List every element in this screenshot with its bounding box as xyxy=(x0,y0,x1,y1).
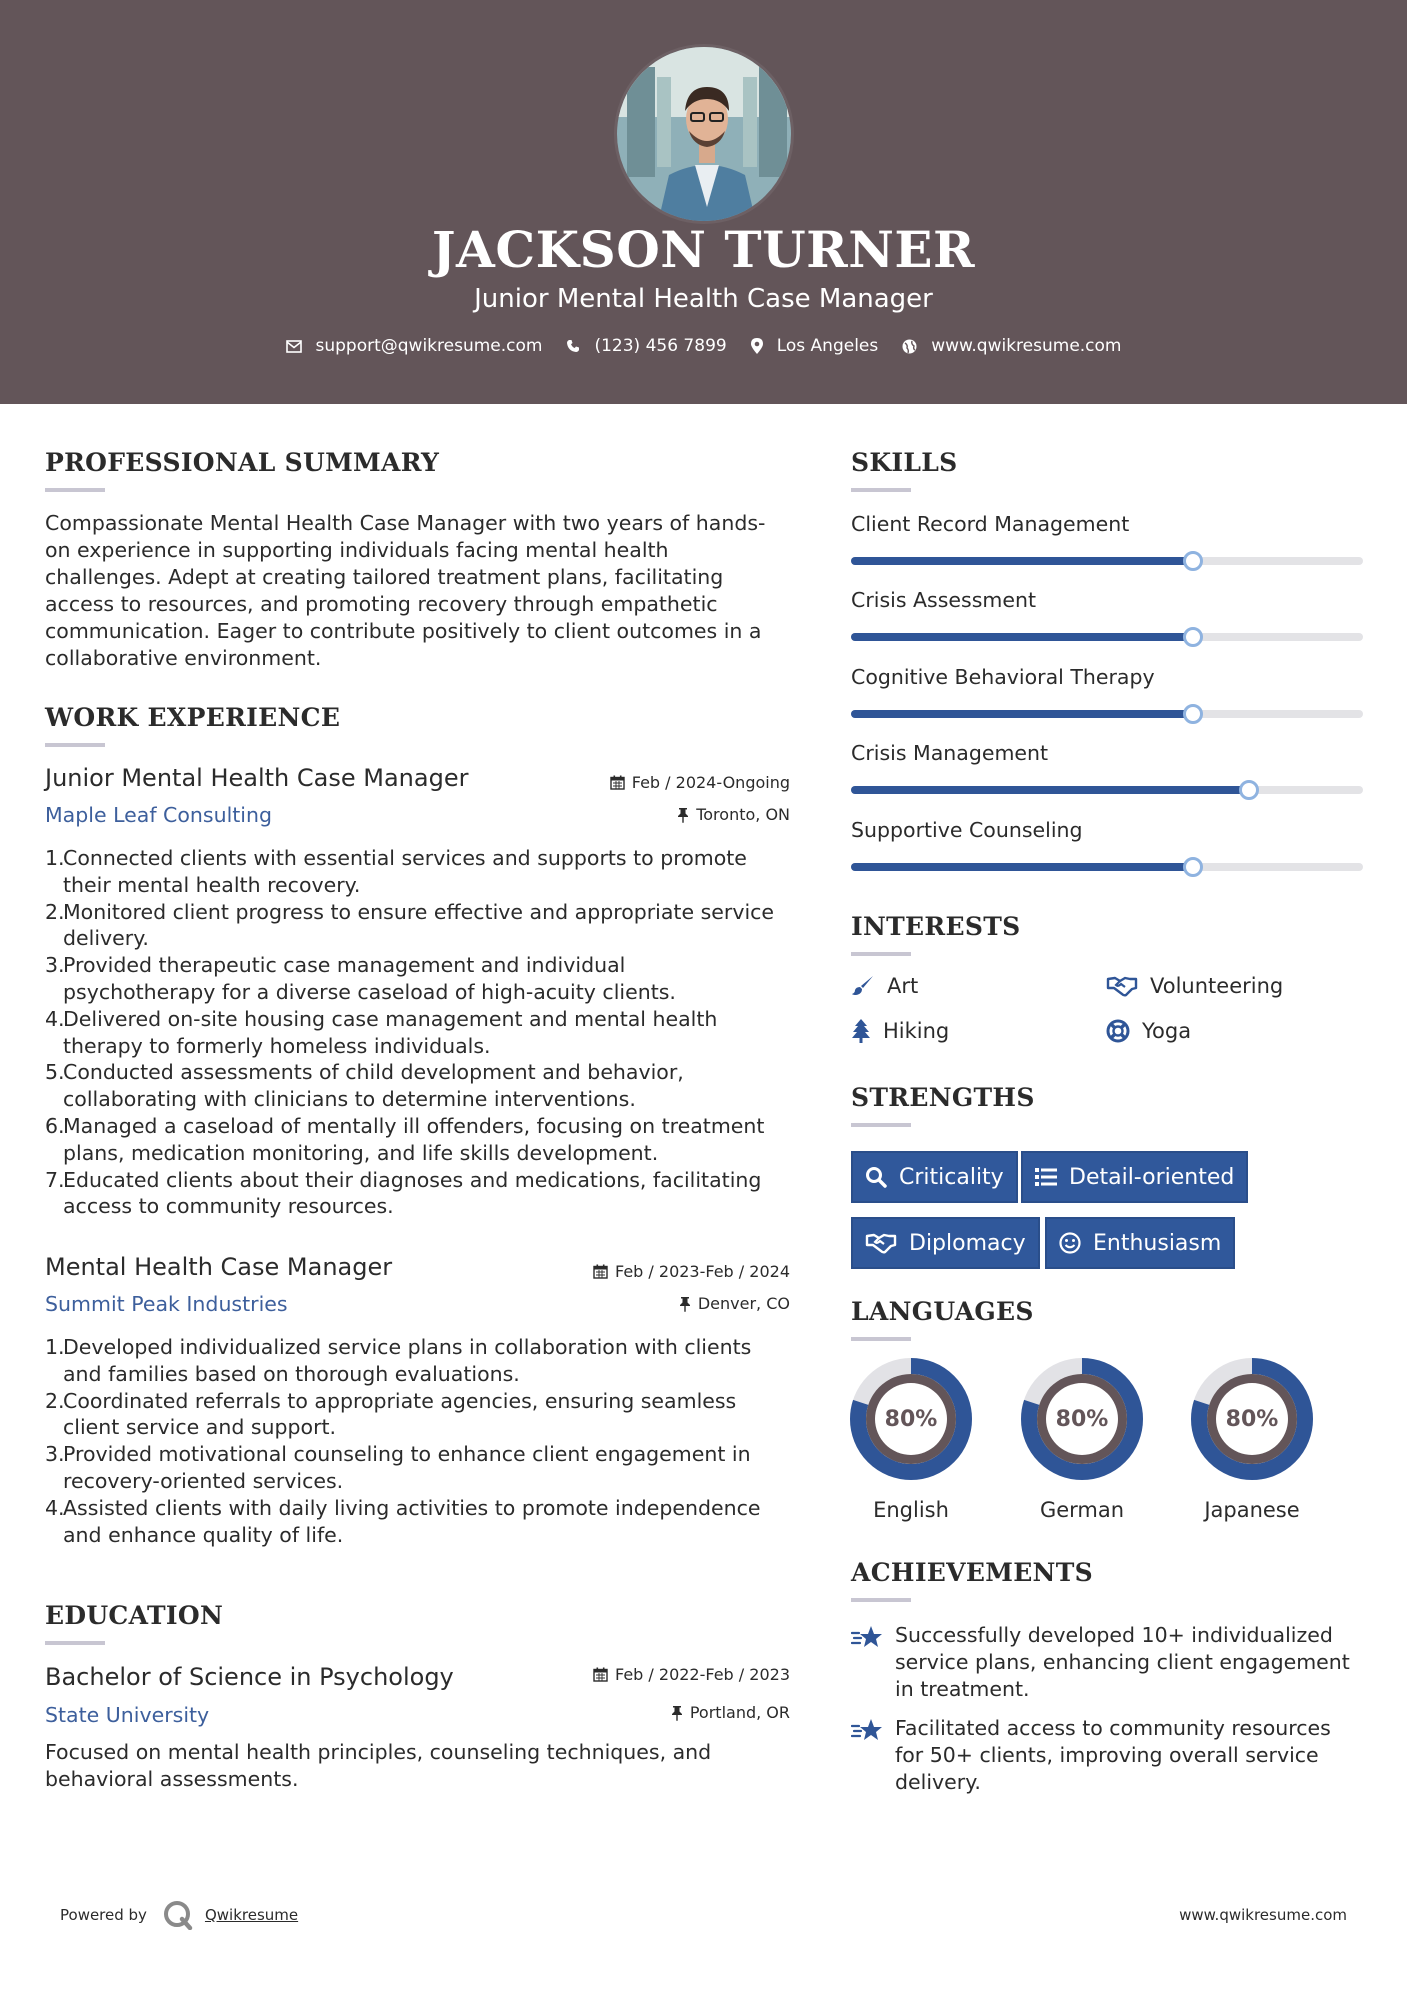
skill-bar-handle xyxy=(1183,857,1203,877)
languages-heading-underline xyxy=(851,1337,911,1341)
skill-bar-fill xyxy=(851,786,1249,794)
phone-icon xyxy=(566,339,580,353)
company-name: Maple Leaf Consulting xyxy=(45,803,273,827)
paintbrush-icon xyxy=(851,974,875,998)
education-location-text: Portland, OR xyxy=(689,1703,790,1722)
phone-text: (123) 456 7899 xyxy=(594,336,727,356)
website-text: www.qwikresume.com xyxy=(931,336,1122,356)
summary-line: communication. Eager to contribute positively to client outcomes in a xyxy=(45,619,762,643)
contact-email[interactable] xyxy=(286,336,543,356)
list-item: 4. Assisted clients with daily living activities to promote independence and enhance quality of life. xyxy=(45,1495,761,1547)
education-heading-underline xyxy=(45,1641,105,1645)
globe-icon xyxy=(902,339,917,354)
skills-heading: SKILLS xyxy=(851,448,958,477)
job-title: Mental Health Case Manager xyxy=(45,1253,393,1281)
interest-label: Yoga xyxy=(1142,1019,1192,1043)
list-item: 5. Conducted assessments of child development and behavior, collaborating with clinicians to determine interventions. xyxy=(45,1060,684,1112)
list-item: 3. Provided therapeutic case management and individual psychotherapy for a diverse caseload of high-acuity clients. xyxy=(45,953,676,1004)
list-item: 1. Connected clients with essential services and supports to promote their mental health recovery. xyxy=(45,846,747,897)
skill-bar xyxy=(851,557,1363,565)
education-location xyxy=(480,1703,790,1722)
contact-location xyxy=(751,336,879,356)
skill-bar xyxy=(851,633,1363,641)
email-text: support@qwikresume.com xyxy=(315,336,543,356)
degree-title: Bachelor of Science in Psychology xyxy=(45,1663,454,1691)
footer-branding xyxy=(60,1900,298,1930)
language-percent: 80% xyxy=(1055,1406,1109,1432)
summary-line: access to resources, and promoting recovery through empathetic xyxy=(45,592,718,616)
company-name: Summit Peak Industries xyxy=(45,1292,288,1316)
strength-tag xyxy=(1021,1151,1248,1203)
profile-photo xyxy=(614,44,794,224)
interest-volunteering xyxy=(1106,974,1283,998)
achievements-heading: ACHIEVEMENTS xyxy=(851,1558,1093,1587)
shooting-star-icon xyxy=(851,1624,883,1652)
location-text: Los Angeles xyxy=(776,336,879,356)
calendar-icon xyxy=(593,1667,608,1682)
achievement-item xyxy=(851,1622,1371,1702)
job-dates xyxy=(480,773,790,792)
footer-website-link[interactable]: www.qwikresume.com xyxy=(1179,1906,1347,1924)
pushpin-icon xyxy=(671,1705,683,1721)
skill-bar-fill xyxy=(851,710,1193,718)
envelope-icon xyxy=(286,340,302,353)
calendar-icon xyxy=(593,1264,608,1279)
skill-label: Cognitive Behavioral Therapy xyxy=(851,665,1155,689)
contact-website[interactable] xyxy=(902,336,1121,356)
job-dates-text: Feb / 2024-Ongoing xyxy=(631,773,790,792)
pushpin-icon xyxy=(677,807,689,823)
qwikresume-link[interactable]: Qwikresume xyxy=(204,1906,299,1924)
strength-label: Enthusiasm xyxy=(1093,1230,1222,1256)
language-name: English xyxy=(873,1498,949,1522)
skill-bar-fill xyxy=(851,557,1193,565)
summary-heading-underline xyxy=(45,488,105,492)
strength-tag xyxy=(851,1151,1018,1203)
list-item: 4. Delivered on-site housing case management and mental health therapy to formerly homeless individuals. xyxy=(45,1006,718,1058)
handshake-icon xyxy=(865,1232,897,1254)
list-item: 2. Coordinated referrals to appropriate agencies, ensuring seamless client service and support. xyxy=(45,1388,737,1440)
skill-bar-handle xyxy=(1239,780,1259,800)
strength-label: Detail-oriented xyxy=(1069,1164,1235,1190)
skill-bar-fill xyxy=(851,633,1193,641)
experience-heading-underline xyxy=(45,743,105,747)
job-dates xyxy=(480,1262,790,1281)
education-dates xyxy=(480,1665,790,1684)
interest-label: Hiking xyxy=(883,1019,950,1043)
education-description: Focused on mental health principles, counseling techniques, and behavioral assessments. xyxy=(45,1740,712,1791)
skills-heading-underline xyxy=(851,488,911,492)
strength-tag xyxy=(1045,1217,1235,1269)
interest-yoga xyxy=(1106,1019,1191,1043)
shooting-star-icon xyxy=(851,1717,883,1745)
school-name: State University xyxy=(45,1703,210,1727)
smile-icon xyxy=(1059,1232,1081,1254)
candidate-name: JACKSON TURNER xyxy=(431,220,976,279)
job-responsibilities xyxy=(45,845,805,1220)
resume-header xyxy=(0,0,1407,404)
summary-line: on experience in supporting individuals facing mental health xyxy=(45,538,669,562)
skill-bar-handle xyxy=(1183,551,1203,571)
education-heading: EDUCATION xyxy=(45,1601,224,1630)
skill-bar-fill xyxy=(851,863,1193,871)
strength-label: Criticality xyxy=(899,1164,1004,1190)
strengths-heading-underline xyxy=(851,1123,911,1127)
skill-label: Crisis Assessment xyxy=(851,588,1036,612)
calendar-icon xyxy=(610,775,625,790)
skill-bar-handle xyxy=(1183,704,1203,724)
language-gauge xyxy=(850,1358,972,1522)
contact-phone[interactable] xyxy=(566,336,726,356)
pushpin-icon xyxy=(679,1296,691,1312)
list-item: 2. Monitored client progress to ensure effective and appropriate service delivery. xyxy=(45,899,775,951)
skill-bar xyxy=(851,863,1363,871)
languages-heading: LANGUAGES xyxy=(851,1297,1034,1326)
skill-bar xyxy=(851,710,1363,718)
job-title: Junior Mental Health Case Manager xyxy=(45,764,469,792)
map-pin-icon xyxy=(751,338,763,354)
summary-line: collaborative environment. xyxy=(45,646,322,670)
summary-line: Compassionate Mental Health Case Manager with two years of hands- xyxy=(45,511,766,535)
handshake-icon xyxy=(1106,975,1138,997)
lifebuoy-icon xyxy=(1106,1019,1130,1043)
summary-text xyxy=(45,510,805,672)
strength-tag xyxy=(851,1217,1040,1269)
strength-label: Diplomacy xyxy=(909,1230,1026,1256)
language-percent: 80% xyxy=(1225,1406,1279,1432)
language-gauge xyxy=(1191,1358,1313,1522)
job-responsibilities xyxy=(45,1334,805,1548)
interest-label: Volunteering xyxy=(1150,974,1284,998)
skill-label: Crisis Management xyxy=(851,741,1049,765)
achievement-text: Successfully developed 10+ individualized service plans, enhancing client engagement in treatment. xyxy=(895,1623,1350,1701)
contact-bar xyxy=(0,336,1407,356)
list-item: 6. Managed a caseload of mentally ill offenders, focusing on treatment plans, medication monitoring, and life skills development. xyxy=(45,1113,765,1165)
job-location-text: Denver, CO xyxy=(697,1294,790,1313)
language-percent: 80% xyxy=(884,1406,938,1432)
skill-label: Supportive Counseling xyxy=(851,818,1083,842)
job-dates-text: Feb / 2023-Feb / 2024 xyxy=(615,1262,790,1281)
list-item: 7. Educated clients about their diagnoses and medications, facilitating access to community resources. xyxy=(45,1167,762,1219)
language-name: German xyxy=(1039,1498,1125,1522)
language-name: Japanese xyxy=(1204,1498,1300,1522)
strengths-heading: STRENGTHS xyxy=(851,1083,1035,1112)
interests-heading: INTERESTS xyxy=(851,912,1021,941)
skill-bar xyxy=(851,786,1363,794)
list-item: 3. Provided motivational counseling to enhance client engagement in recovery-oriented services. xyxy=(45,1442,751,1493)
summary-line: challenges. Adept at creating tailored treatment plans, facilitating xyxy=(45,565,724,589)
search-icon xyxy=(865,1166,887,1188)
interest-label: Art xyxy=(887,974,919,998)
language-gauge xyxy=(1021,1358,1143,1522)
qwikresume-logo-icon xyxy=(163,1900,193,1930)
powered-by-text: Powered by xyxy=(60,1906,147,1924)
tree-icon xyxy=(851,1019,871,1043)
summary-heading: PROFESSIONAL SUMMARY xyxy=(45,448,440,477)
interest-art xyxy=(851,974,918,998)
achievements-heading-underline xyxy=(851,1598,911,1602)
achievement-item xyxy=(851,1715,1371,1795)
job-location-text: Toronto, ON xyxy=(696,805,790,824)
skill-label: Client Record Management xyxy=(851,512,1130,536)
list-item: 1. Developed individualized service plans in collaboration with clients and families based on thorough evaluations. xyxy=(45,1335,752,1386)
job-location xyxy=(480,1294,790,1313)
education-dates-text: Feb / 2022-Feb / 2023 xyxy=(615,1665,790,1684)
job-location xyxy=(480,805,790,824)
achievement-text: Facilitated access to community resources for 50+ clients, improving overall service delivery. xyxy=(895,1716,1331,1794)
candidate-role: Junior Mental Health Case Manager xyxy=(474,284,933,314)
experience-heading: WORK EXPERIENCE xyxy=(45,703,341,732)
interest-hiking xyxy=(851,1019,949,1043)
list-icon xyxy=(1035,1168,1057,1186)
interests-heading-underline xyxy=(851,952,911,956)
skill-bar-handle xyxy=(1183,627,1203,647)
